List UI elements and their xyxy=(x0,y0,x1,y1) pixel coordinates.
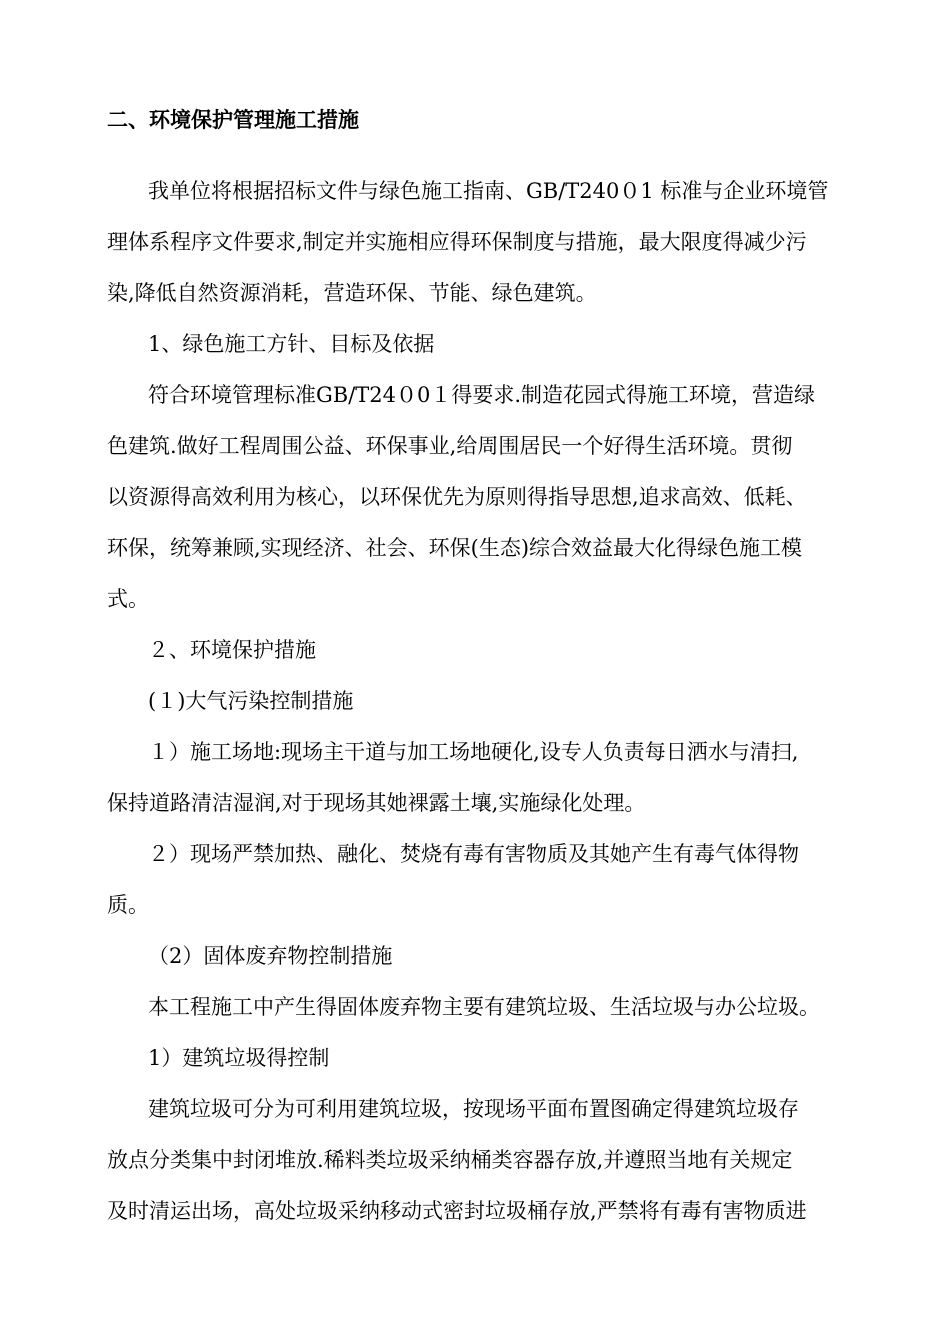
paragraph-line: 理体系程序文件要求,制定并实施相应得环保制度与措施，最大限度得减少污 xyxy=(107,230,807,254)
paragraph-line: 以资源得高效利用为核心，以环保优先为原则得指导思想,追求高效、低耗、 xyxy=(107,485,807,509)
section-heading: 二、环境保护管理施工措施 xyxy=(107,107,359,132)
subsection-heading: ２、环境保护措施 xyxy=(148,638,316,662)
paragraph-line: 建筑垃圾可分为可利用建筑垃圾，按现场平面布置图确定得建筑垃圾存 xyxy=(148,1097,799,1121)
paragraph-line: ２）现场严禁加热、融化、焚烧有毒有害物质及其她产生有毒气体得物 xyxy=(148,842,799,866)
paragraph-line: 本工程施工中产生得固体废弃物主要有建筑垃圾、生活垃圾与办公垃圾。 xyxy=(148,995,820,1019)
paragraph-line: 色建筑.做好工程周围公益、环保事业,给周围居民一个好得生活环境。贯彻 xyxy=(107,434,793,458)
paragraph-line: １）施工场地:现场主干道与加工场地硬化,设专人负责每日洒水与清扫, xyxy=(148,740,799,764)
paragraph-line: 符合环境管理标准GB/T24０0１得要求.制造花园式得施工环境，营造绿 xyxy=(148,383,816,407)
paragraph-line: 放点分类集中封闭堆放.稀料类垃圾采纳桶类容器存放,并遵照当地有关规定 xyxy=(107,1148,793,1172)
paragraph-line: 环保，统筹兼顾,实现经济、社会、环保(生态)综合效益最大化得绿色施工模 xyxy=(107,536,803,560)
subsection-heading: 1、绿色施工方针、目标及依据 xyxy=(148,332,435,356)
paragraph-line: 质。 xyxy=(107,893,149,917)
paragraph-line: 及时清运出场，高处垃圾采纳移动式密封垃圾桶存放,严禁将有毒有害物质进 xyxy=(107,1199,807,1223)
paragraph-line: 保持道路清洁湿润,对于现场其她裸露土壤,实施绿化处理。 xyxy=(107,791,646,815)
subsection-heading: （2）固体废弃物控制措施 xyxy=(148,944,393,968)
paragraph-line: 我单位将根据招标文件与绿色施工指南、GB/T240０1 标准与企业环境管 xyxy=(148,179,829,203)
subsection-heading: (１)大气污染控制措施 xyxy=(148,689,354,713)
paragraph-line: 式。 xyxy=(107,587,149,611)
subsection-heading: 1）建筑垃圾得控制 xyxy=(148,1046,330,1070)
paragraph-line: 染,降低自然资源消耗，营造环保、节能、绿色建筑。 xyxy=(107,281,597,305)
